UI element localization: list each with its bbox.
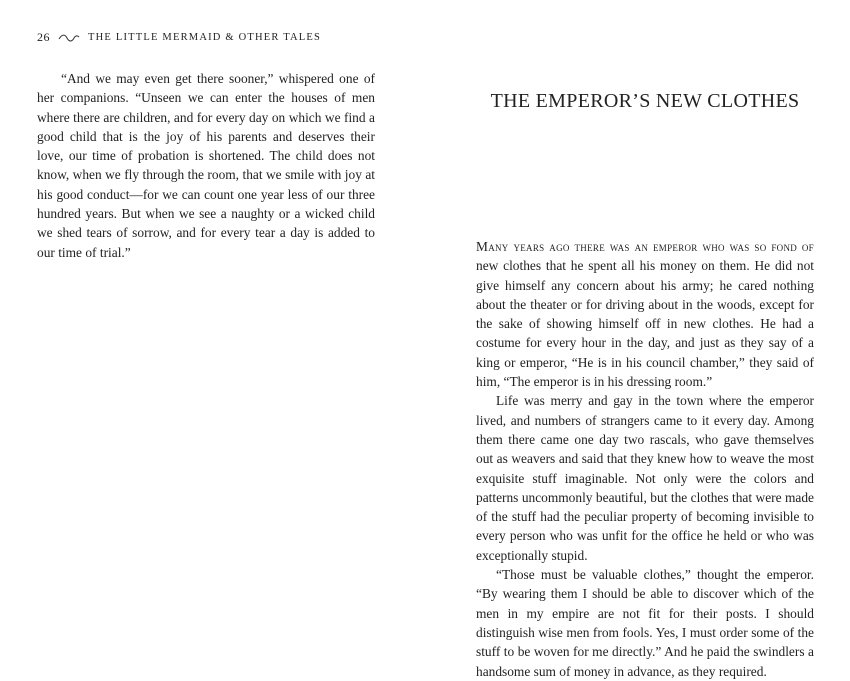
chapter-body-text bbox=[476, 237, 814, 681]
paragraph: “Those must be valuable clothes,” thought the emperor. “By wearing them I should be able to discover which of the men in my empire are not fit for their posts. I should distinguish wise men from fools. Yes, I must order some of the stuff to be woven for me directly.” And he paid the swindlers a handsome sum of money in advance, as they required. bbox=[476, 567, 814, 679]
right-page bbox=[425, 0, 850, 679]
paragraph: Life was merry and gay in the town where the emperor lived, and numbers of strangers came to it every day. Among them there came one day two rascals, who gave themselves out as weavers and said that they knew how to weave the most exquisite stuff imaginable. Not only were the colors and patterns uncommonly beautiful, but the clothes that were made of the stuff had the peculiar property of becoming invisible to every person who was unfit for the office he held or who was exceptionally stupid. bbox=[476, 393, 814, 563]
left-page bbox=[0, 0, 425, 648]
running-head-title: THE LITTLE MERMAID & OTHER TALES bbox=[88, 32, 322, 43]
left-body-text bbox=[37, 69, 375, 262]
first-paragraph-rest: new clothes that he spent all his money on them. He did not give himself any concern about his army; he cared nothing about the theater or for driving about in the woods, except for the sake of showing himself off in new clothes. He had a costume for every hour in the day, and just as they say of a king or emperor, “He is in his council chamber,” they said of him, “The emperor is in his dressing room.” bbox=[476, 258, 814, 390]
paragraph: “And we may even get there sooner,” whispered one of her companions. “Unseen we can enter the houses of men where there are children, and for every day on which we find a good child that is the joy of his parents and deserves their love, our time of probation is shortened. The child does not know, when we fly through the room, that we smile with joy at his good conduct—for we can count one year less of our three hundred years. But when we see a naughty or a wicked child we shed tears of sorrow, and for every tear a day is added to our time of trial.” bbox=[37, 71, 375, 260]
chapter-title: THE EMPEROR’S NEW CLOTHES bbox=[490, 90, 800, 112]
first-paragraph bbox=[476, 237, 814, 391]
page-number: 26 bbox=[37, 30, 50, 44]
running-head bbox=[37, 30, 321, 45]
lead-in-small-caps: Many years ago there was an emperor who was so fond of bbox=[476, 239, 814, 254]
swirl-ornament-icon bbox=[58, 33, 80, 43]
